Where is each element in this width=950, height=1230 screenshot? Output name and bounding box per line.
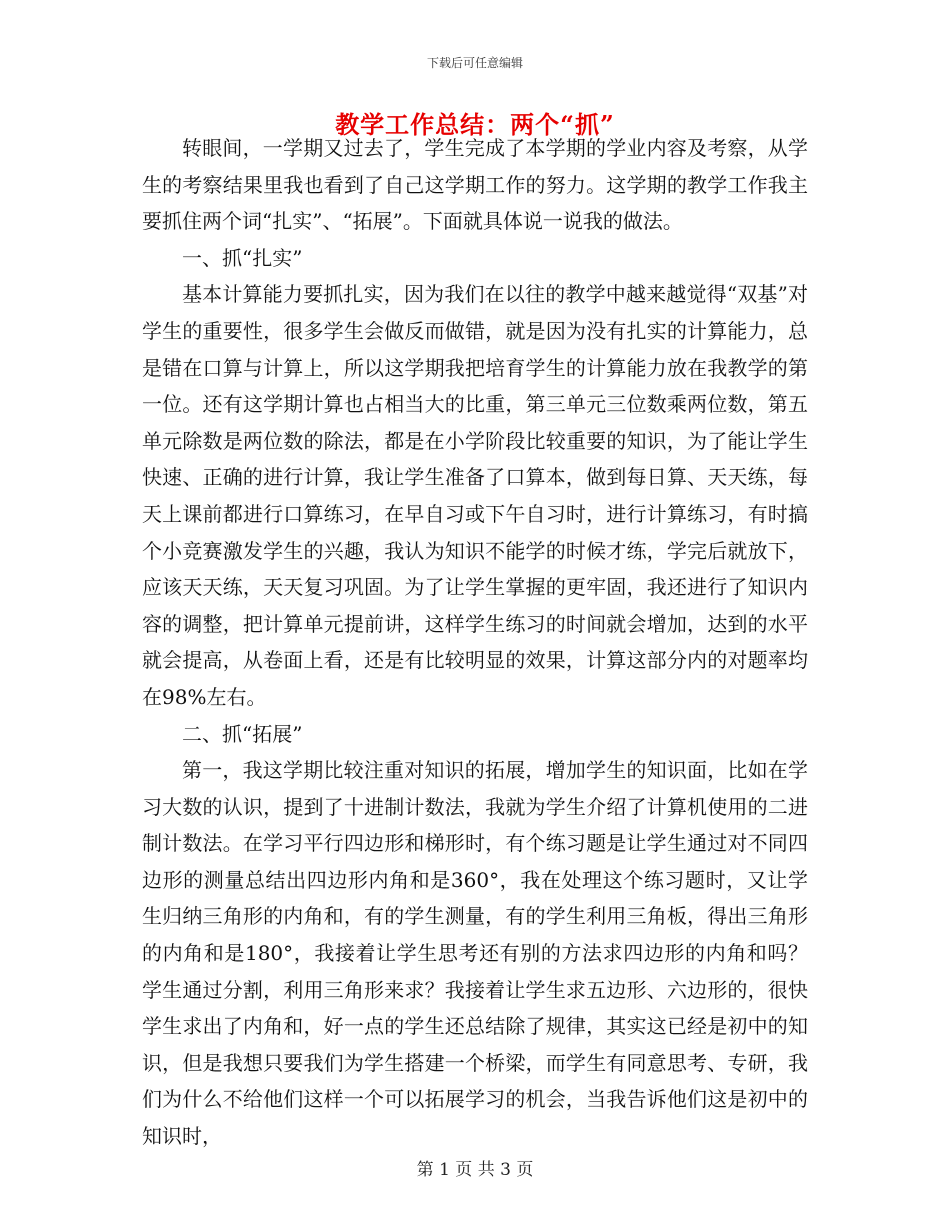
section-1-paragraph: 基本计算能力要抓扎实，因为我们在以往的教学中越来越觉得“双基”对学生的重要性，很多学生会做反而做错，就是因为没有扎实的计算能力，总是错在口算与计算上，所以这学期我把培育学生的计算能力放在我教学的第一位。还有这学期计算也占相当大的比重，第三单元三位数乘两位数，第五单元除数是两位数的除法，都是在小学阶段比较重要的知识，为了能让学生快速、正确的进行计算，我让学生准备了口算本，做到每日算、天天练，每天上课前都进行口算练习，在早自习或下午自习时，进行计算练习，有时搞个小竞赛激发学生的兴趣，我认为知识不能学的时候才练，学完后就放下，应该天天练，天天复习巩固。为了让学生掌握的更牢固，我还进行了知识内容的调整，把计算单元提前讲，这样学生练习的时间就会增加，达到的水平就会提高，从卷面上看，还是有比较明显的效果，计算这部分内的对题率均在98%左右。 — [142, 282, 808, 709]
intro-paragraph: 转眼间，一学期又过去了，学生完成了本学期的学业内容及考察，从学生的考察结果里我也看到了自己这学期工作的努力。这学期的教学工作我主要抓住两个词“扎实”、“拓展”。下面就具体说一说我的做法。 — [142, 136, 808, 234]
header-note: 下载后可任意编辑 — [426, 56, 523, 70]
section-heading-2: 二、抓“拓展” — [182, 721, 303, 746]
document-title: 教学工作总结：两个“抓” — [335, 110, 615, 139]
document-body — [142, 130, 808, 1155]
section-heading-1: 一、抓“扎实” — [182, 245, 303, 270]
page-footer: 第 1 页 共 3 页 — [416, 1160, 534, 1180]
section-2-paragraph: 第一，我这学期比较注重对知识的拓展，增加学生的知识面，比如在学习大数的认识，提到了十进制计数法，我就为学生介绍了计算机使用的二进制计数法。在学习平行四边形和梯形时，有个练习题是让学生通过对不同四边形的测量总结出四边形内角和是360°，我在处理这个练习题时，又让学生归纳三角形的内角和，有的学生测量，有的学生利用三角板，得出三角形的内角和是180°，我接着让学生思考还有别的方法求四边形的内角和吗？学生通过分割，利用三角形来求？我接着让学生求五边形、六边形的，很快学生求出了内角和，好一点的学生还总结除了规律，其实这已经是初中的知识，但是我想只要我们为学生搭建一个桥梁，而学生有同意思考、专研，我们为什么不给他们这样一个可以拓展学习的机会，当我告诉他们这是初中的知识时， — [142, 758, 808, 1149]
